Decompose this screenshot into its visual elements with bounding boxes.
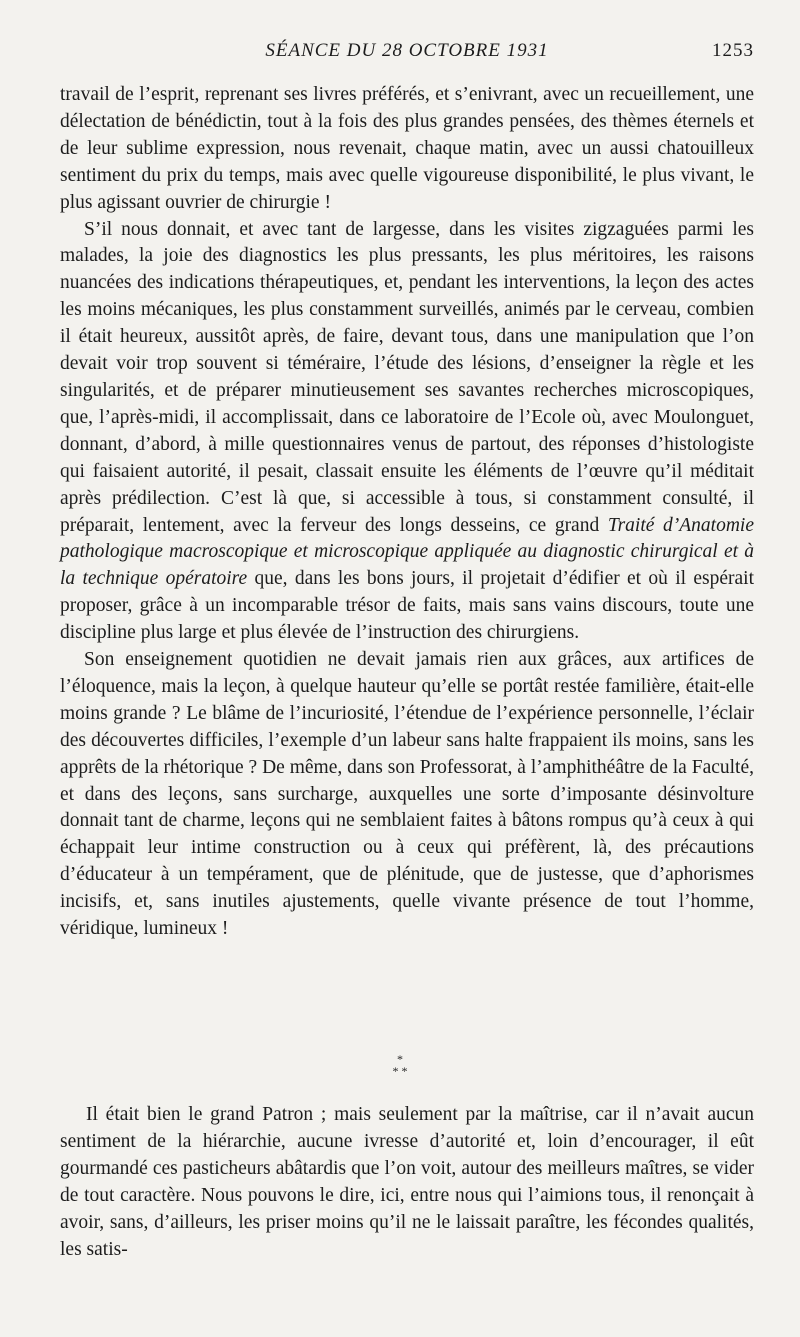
- paragraph-text-end: que, dans les bons jours, il projetait d’édifier et où il espérait proposer, grâce à un incomparable trésor de faits, mais sans vains discours, toute une discipline plus large et plus élevée de l’instruction des chirurgiens.: [60, 568, 754, 644]
- paragraph-continuation: travail de l’esprit, reprenant ses livres préférés, et s’enivrant, avec un recueillement, une délectation de bénédictin, tout à la fois des plus grandes pensées, des thèmes éternels et de leur sublime expression, nous revenait, chaque matin, avec un aussi chatouilleux sentiment du prix du temps, mais avec quelle vigoureuse disponibilité, le plus vivant, le plus agissant ouvrier de chirurgie !: [60, 84, 754, 213]
- running-header: [60, 40, 754, 70]
- paragraph-text: S’il nous donnait, et avec tant de largesse, dans les visites zigzaguées parmi les malades, la joie des diagnostics les plus pressants, les plus méritoires, les raisons nuancées des indications thérapeutiques, et, pendant les interventions, la leçon des actes les moins mécaniques, les plus constamment surveillés, animés par le cerveau, combien il était heureux, aussitôt après, de faire, devant tous, dans une manipulation que l’on devait voir trop souvent si téméraire, l’étude des lésions, d’enseigner la règle et les singularités, et de préparer minutieusement ses savantes recherches microscopiques, que, l’après-midi, il accomplissait, dans ce laboratoire de l’Ecole où, avec Moulonguet, donnant, d’abord, à mille questionnaires venus de partout, des réponses d’histologiste qui faisaient autorité, il pesait, classait ensuite les éléments de l’œuvre qu’il méditait après prédilection. C’est là que, si accessible à tous, si constamment consulté, il préparait, lentement, avec la ferveur des longs desseins, ce grand: [60, 218, 754, 536]
- paragraph-patron: Il était bien le grand Patron ; mais seulement par la maîtrise, car il n’avait aucun sentiment de la hiérarchie, aucune ivresse d’autorité et, loin d’encourager, il eût gourmandé ces pasticheurs abâtardis que l’on voit, autour des meilleurs maîtres, se vider de tout caractère. Nous pouvons le dire, ici, entre nous qui l’aimions tous, il renonçait à avoir, sans, d’ailleurs, les priser moins qu’il ne le laissait paraître, les fécondes qualités, les satis-: [60, 1104, 754, 1260]
- asterism-top: *: [397, 1052, 403, 1066]
- treatise-title: Traité d’Anatomie pathologique macroscopique et microscopique appliquée au diagnostic chirurgical et à la technique opératoire: [60, 514, 755, 590]
- section-break-asterism: [0, 1053, 800, 1077]
- main-text: [60, 82, 754, 943]
- asterism-bottom: * *: [392, 1064, 408, 1078]
- main-text-continued: [60, 1101, 754, 1263]
- page-number: 1253: [712, 40, 754, 61]
- paragraph-laboratory: [60, 217, 754, 648]
- running-title: SÉANCE DU 28 OCTOBRE 1931: [265, 40, 549, 61]
- paragraph-teaching: Son enseignement quotidien ne devait jamais rien aux grâces, aux artifices de l’éloquence, mais la leçon, à quelque hauteur qu’elle se portât restée familière, était-elle moins grande ? Le blâme de l’incuriosité, l’étendue de l’expérience personnelle, l’éclair des découvertes difficiles, l’exemple d’un labeur sans halte frappaient ils moins, sans les apprêts de la rhétorique ? De même, dans son Professorat, à l’amphithéâtre de la Faculté, et dans des leçons, sans surcharge, auxquelles une sorte d’imposante désinvolture donnait tant de charme, leçons qui ne semblaient faites à bâtons rompus qu’à ceux à qui échappait leur intime construction ou à ceux qui préfèrent, là, des précautions d’éducateur à un tempérament, que de plénitude, que de justesse, que d’aphorismes incisifs, et, sans inutiles ajustements, quelle vivante présence de tout l’homme, véridique, lumineux !: [60, 649, 754, 940]
